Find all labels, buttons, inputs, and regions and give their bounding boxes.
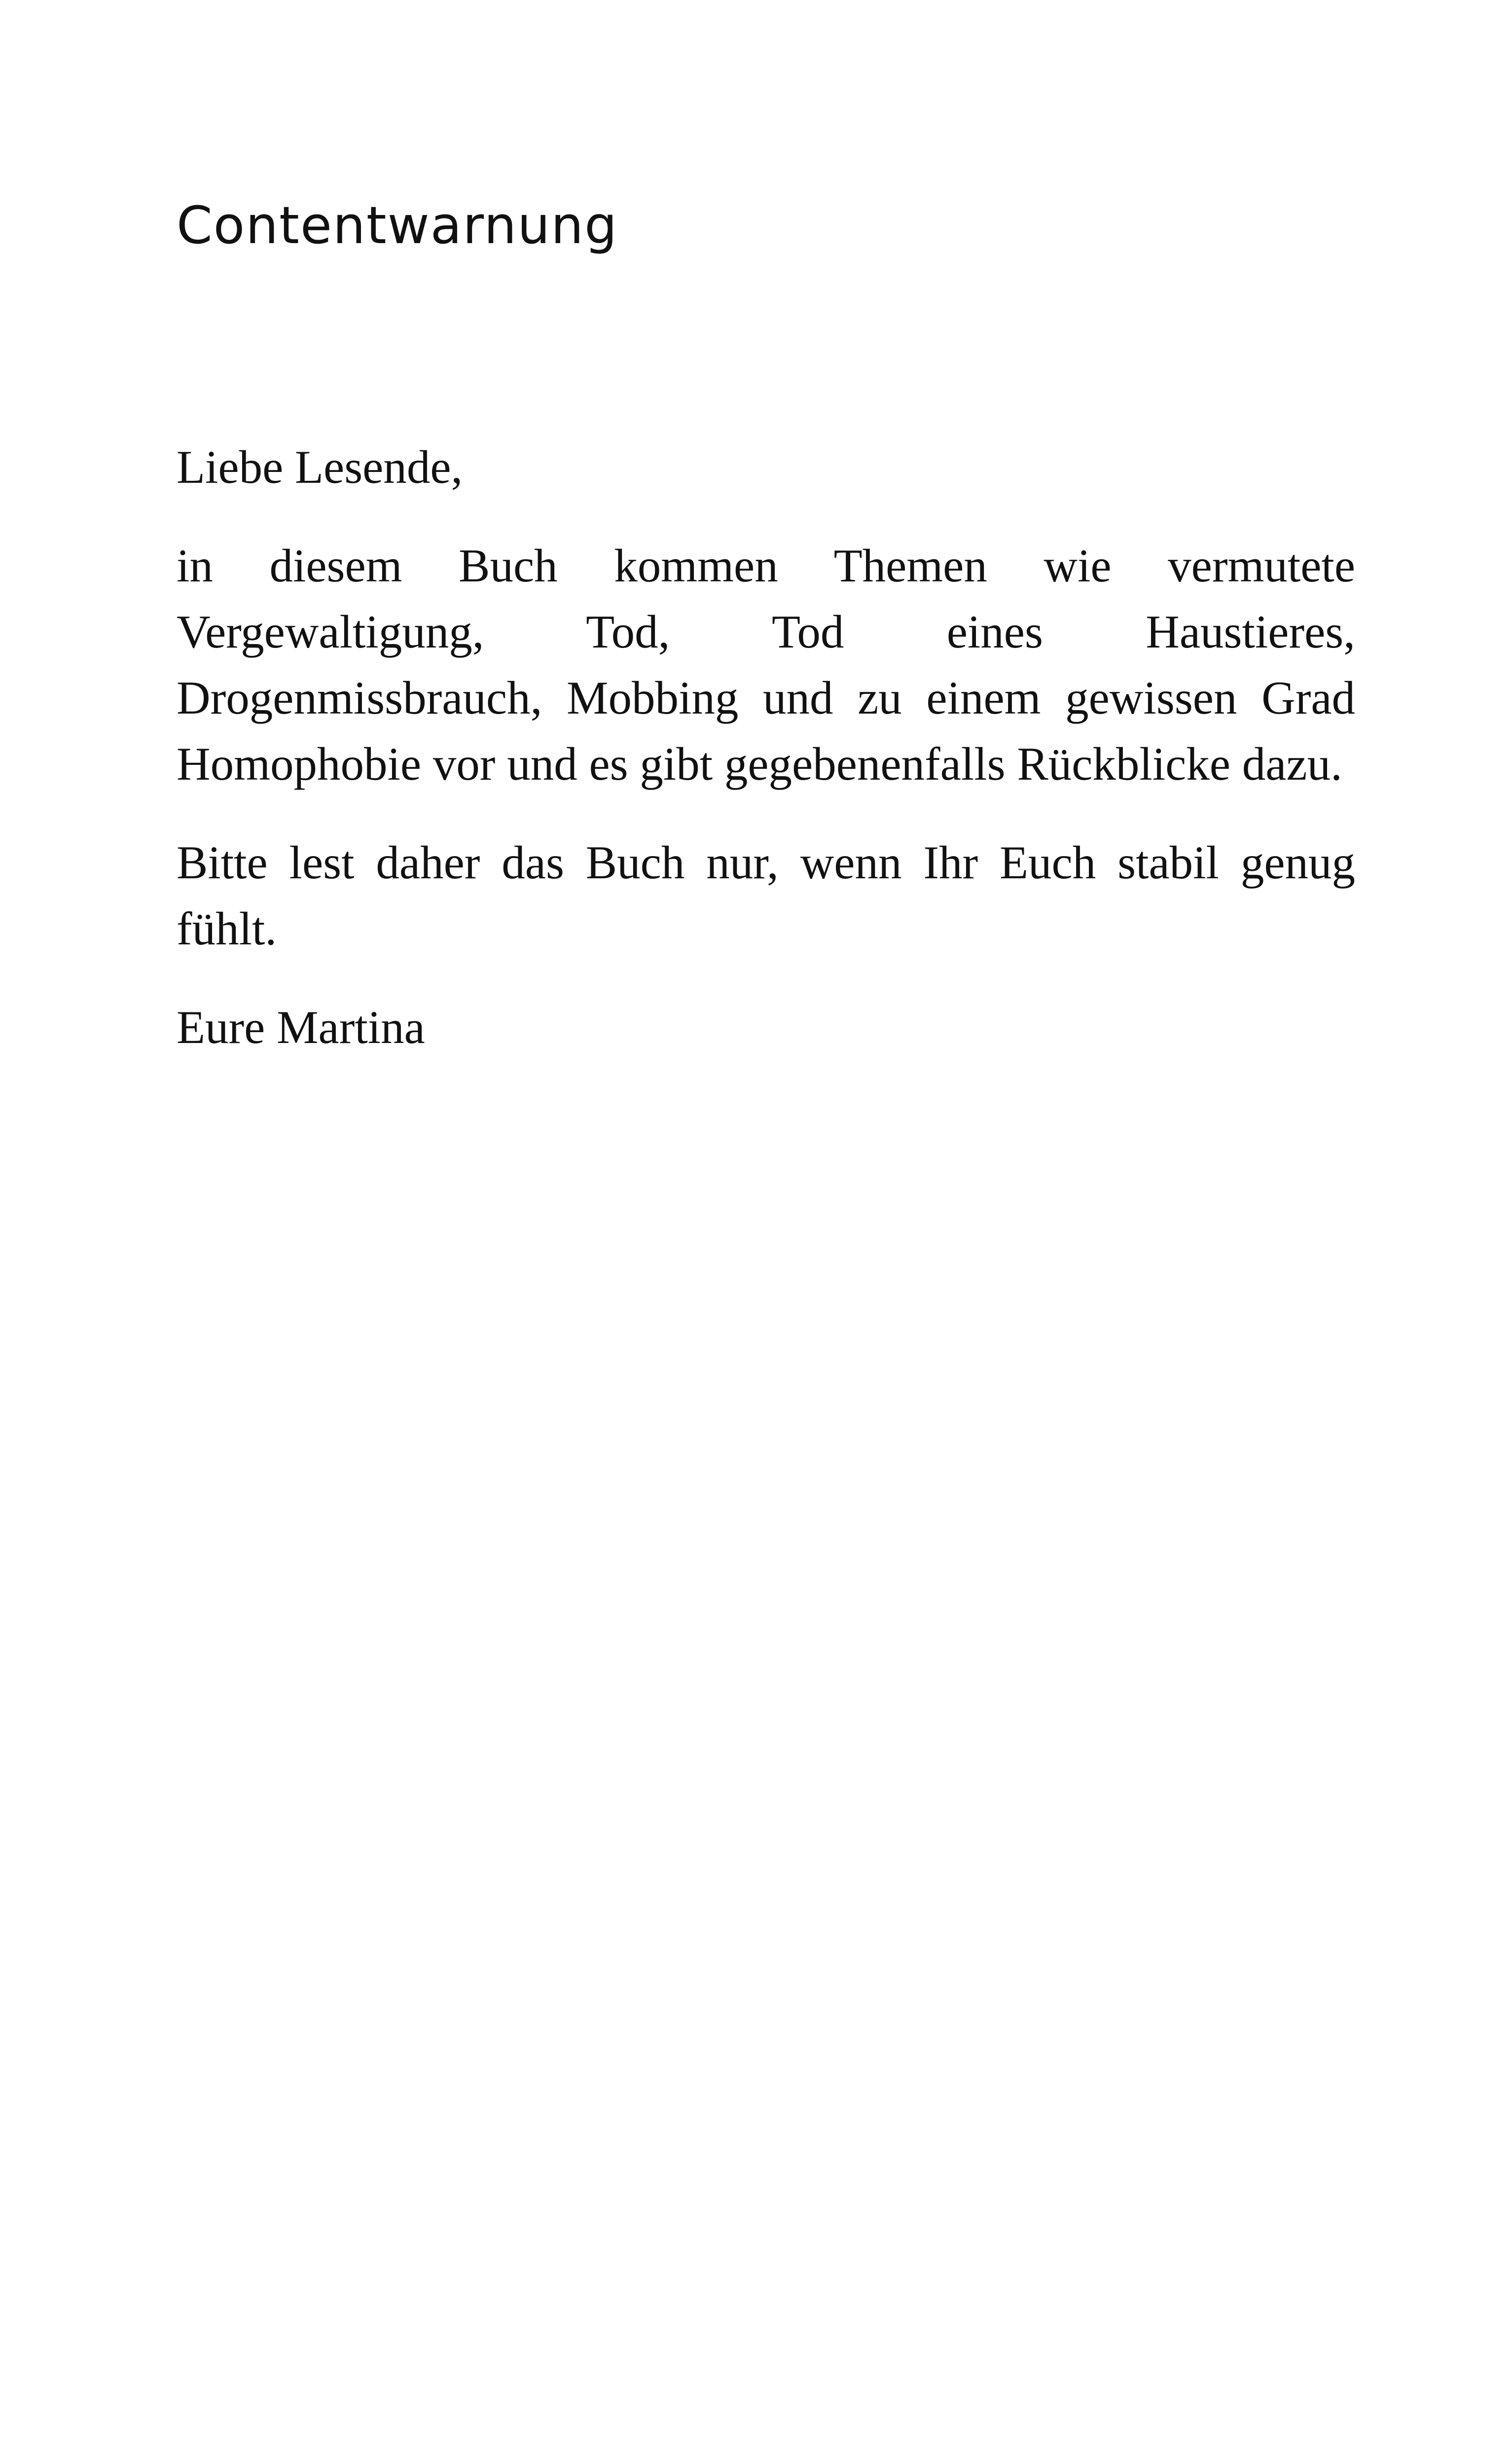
- salutation: Liebe Lesende,: [177, 441, 463, 493]
- advice-paragraph: Bitte lest daher das Buch nur, wenn Ihr Euch stabil genug fühlt.: [177, 836, 1355, 955]
- warning-paragraph: in diesem Buch kommen Themen wie vermutete Vergewaltigung, Tod, Tod eines Haustieres, Drogenmissbrauch, Mobbing und zu einem gewissen Grad Homophobie vor und es gibt gegebenenfalls Rückblicke dazu.: [177, 539, 1355, 790]
- signature: Eure Martina: [177, 1001, 425, 1053]
- content-warning-body: [177, 434, 1355, 1093]
- page-title: Contentwarnung: [177, 195, 618, 255]
